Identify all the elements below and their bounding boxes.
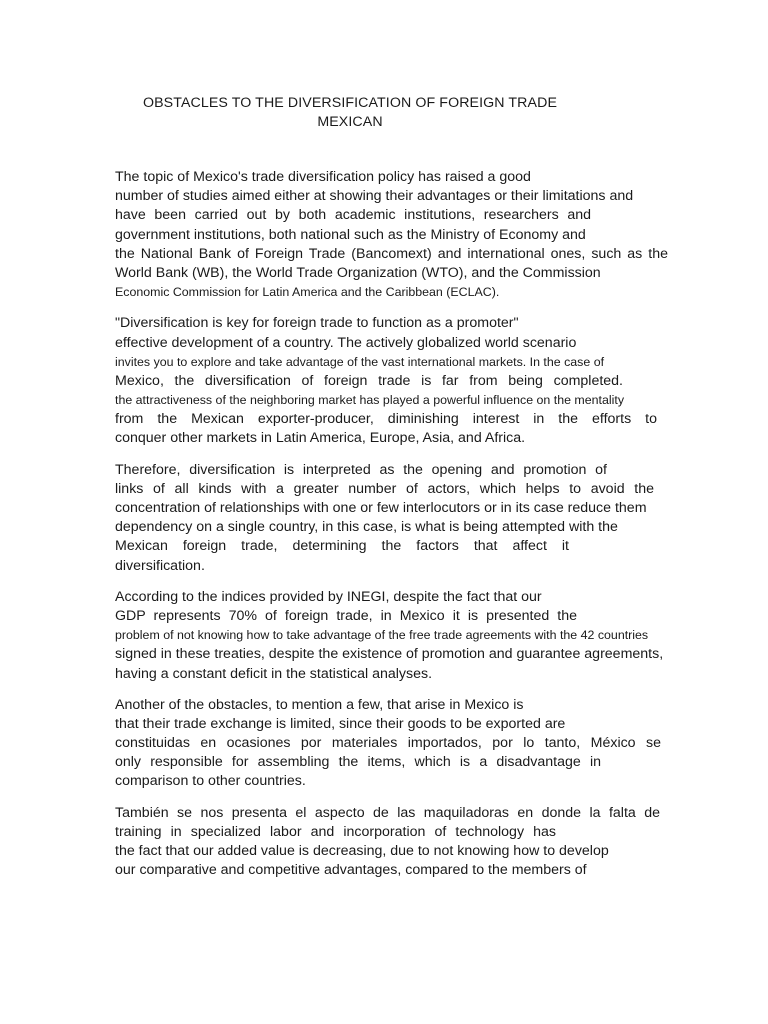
text-line: Mexico, the diversification of foreign trade is far from being completed. xyxy=(115,372,623,389)
paragraph xyxy=(115,168,685,302)
text-line: dependency on a single country, in this case, is what is being attempted with the xyxy=(115,519,618,536)
text-line: comparison to other countries. xyxy=(115,773,306,790)
text-line: "Diversification is key for foreign trade to function as a promoter" xyxy=(115,315,519,332)
title-line-2: MEXICAN xyxy=(317,114,383,130)
text-line: that their trade exchange is limited, since their goods to be exported are xyxy=(115,715,566,732)
paragraph xyxy=(115,461,685,576)
text-line: number of studies aimed either at showing their advantages or their limitations and xyxy=(115,188,634,205)
text-line: our comparative and competitive advantages, compared to the members of xyxy=(115,862,587,879)
text-line: links of all kinds with a greater number of actors, which helps to avoid the xyxy=(115,480,654,497)
paragraph xyxy=(115,314,685,448)
text-line: Economic Commission for Latin America and the Caribbean (ECLAC). xyxy=(115,285,500,300)
text-line: concentration of relationships with one or few interlocutors or in its case reduce them xyxy=(115,500,647,516)
paragraph xyxy=(115,588,685,684)
text-line: only responsible for assembling the items, which is a disadvantage in xyxy=(115,754,601,771)
title-line-1: OBSTACLES TO THE DIVERSIFICATION OF FOREIGN TRADE xyxy=(142,95,558,111)
text-line: training in specialized labor and incorporation of technology has xyxy=(115,823,556,840)
text-line: diversification. xyxy=(115,557,205,574)
text-line: También se nos presenta el aspecto de las maquiladoras en donde la falta de xyxy=(115,804,660,821)
paragraph xyxy=(115,696,685,792)
text-line: World Bank (WB), the World Trade Organization (WTO), and the Commission xyxy=(115,264,601,281)
text-line: have been carried out by both academic institutions, researchers and xyxy=(115,207,591,224)
text-line: signed in these treaties, despite the existence of promotion and guarantee agreements, xyxy=(115,646,664,663)
text-line: the attractiveness of the neighboring market has played a powerful influence on the mentality xyxy=(115,393,625,408)
document-body xyxy=(115,168,685,892)
text-line: According to the indices provided by INEGI, despite the fact that our xyxy=(115,588,542,605)
text-line: conquer other markets in Latin America, Europe, Asia, and Africa. xyxy=(115,430,526,447)
text-line: Another of the obstacles, to mention a few, that arise in Mexico is xyxy=(115,696,524,713)
text-line: invites you to explore and take advantage of the vast international markets. In the case of xyxy=(115,354,605,369)
text-line: having a constant deficit in the statistical analyses. xyxy=(115,665,433,682)
paragraph xyxy=(115,804,685,881)
text-line: Mexican foreign trade, determining the factors that affect it xyxy=(115,538,569,555)
text-line: problem of not knowing how to take advantage of the free trade agreements with the 42 countries xyxy=(115,628,649,643)
text-line: GDP represents 70% of foreign trade, in Mexico it is presented the xyxy=(115,607,577,624)
text-line: the fact that our added value is decreasing, due to not knowing how to develop xyxy=(115,843,609,859)
text-line: The topic of Mexico's trade diversification policy has raised a good xyxy=(115,169,531,185)
text-line: effective development of a country. The actively globalized world scenario xyxy=(115,334,577,351)
text-line: government institutions, both national such as the Ministry of Economy and xyxy=(115,226,586,243)
document-title xyxy=(100,94,600,132)
text-line: from the Mexican exporter-producer, diminishing interest in the efforts to xyxy=(115,411,657,428)
text-line: constituidas en ocasiones por materiales importados, por lo tanto, México se xyxy=(115,735,661,752)
text-line: Therefore, diversification is interpreted as the opening and promotion of xyxy=(115,461,607,478)
text-line: the National Bank of Foreign Trade (Bancomext) and international ones, such as the xyxy=(115,245,668,262)
